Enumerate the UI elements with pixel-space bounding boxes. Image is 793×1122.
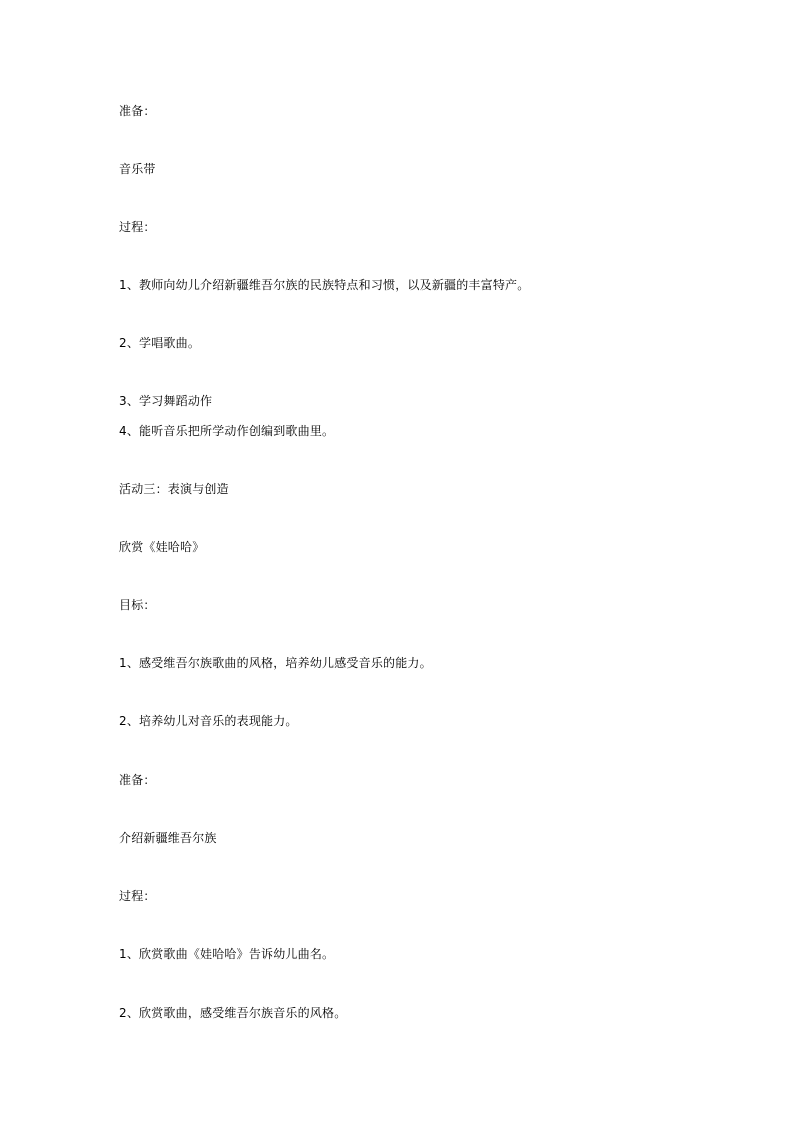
list-item: 1、欣赏歌曲《娃哈哈》告诉幼儿曲名。 — [119, 947, 335, 961]
section-label-process: 过程： — [119, 889, 156, 903]
list-item: 1、感受维吾尔族歌曲的风格，培养幼儿感受音乐的能力。 — [119, 656, 432, 670]
section-label-goals: 目标： — [119, 598, 156, 612]
section-label-preparation: 准备： — [119, 773, 156, 787]
list-item: 2、学唱歌曲。 — [119, 336, 201, 350]
list-item: 2、培养幼儿对音乐的表现能力。 — [119, 714, 298, 728]
section-label-preparation: 准备： — [119, 104, 156, 118]
activity-heading: 活动三：表演与创造 — [119, 482, 229, 496]
list-item: 4、能听音乐把所学动作创编到歌曲里。 — [119, 424, 335, 438]
list-item: 1、教师向幼儿介绍新疆维吾尔族的民族特点和习惯，以及新疆的丰富特产。 — [119, 278, 530, 292]
text-line: 欣赏《娃哈哈》 — [119, 540, 205, 554]
text-line: 音乐带 — [119, 162, 156, 176]
text-line: 介绍新疆维吾尔族 — [119, 831, 217, 845]
list-item: 3、学习舞蹈动作 — [119, 394, 213, 408]
list-item: 2、欣赏歌曲，感受维吾尔族音乐的风格。 — [119, 1006, 347, 1020]
section-label-process: 过程： — [119, 220, 156, 234]
